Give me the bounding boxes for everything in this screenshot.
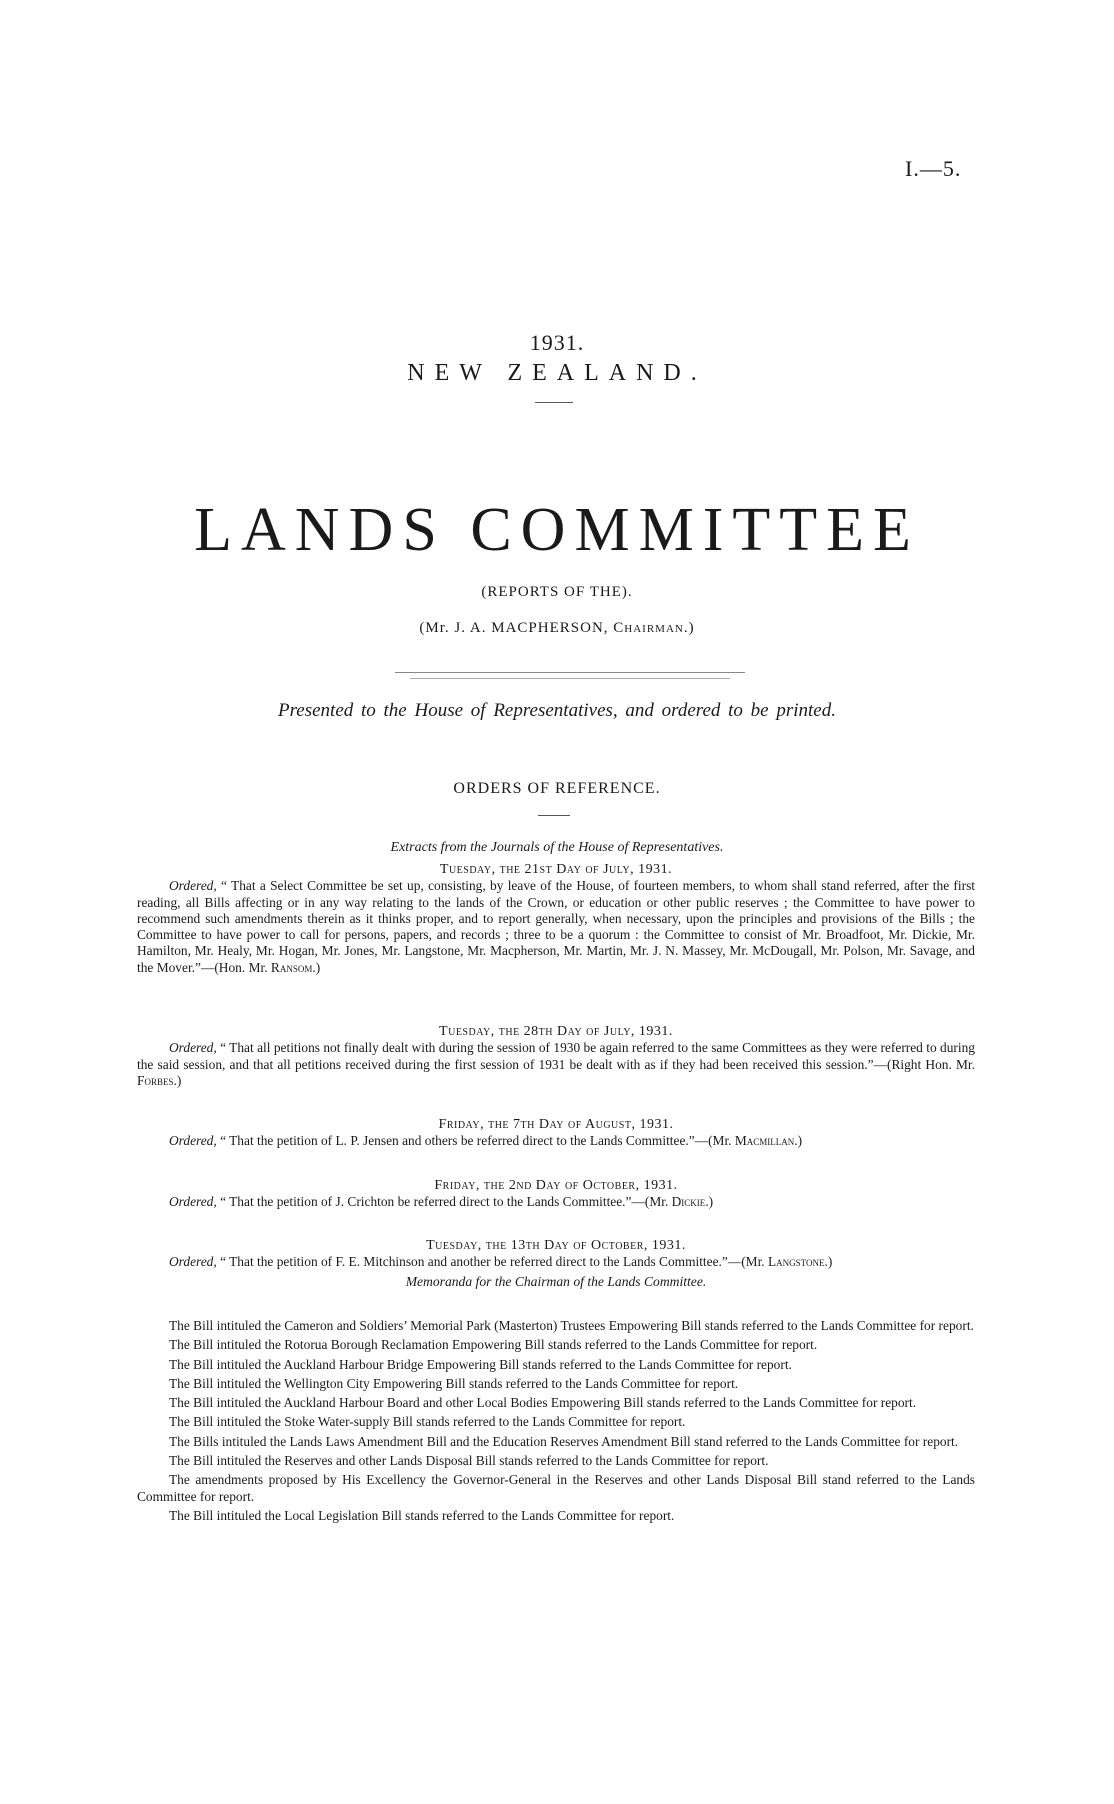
ordered-label: Ordered, xyxy=(169,1133,217,1149)
chairman-name: (Mr. J. A. MACPHERSON, xyxy=(419,620,614,636)
ordered-label: Ordered, xyxy=(169,1194,217,1210)
entry-mover: Dickie xyxy=(671,1194,706,1210)
entry-text: “ That the petition of L. P. Jensen and others be referred direct to the Lands Committee.”—(Mr. xyxy=(216,1133,735,1149)
dotted-divider xyxy=(395,672,745,673)
entry-text: “ That a Select Committee be set up, consisting, by leave of the House, of fourteen members, to whom shall stand referred, after the first reading, all Bills affecting or in any way relating to the lands of the Crown, or education or other public reserves ; the Committee to have power to recommend such amendments therein as it thinks proper, and to report generally, when necessary, upon the principles and provisions of the Bills ; the Committee to have power to call for persons, papers, and records ; three to be a quorum : the Committee to consist of Mr. Broadfoot, Mr. Dickie, Mr. Hamilton, Mr. Healy, Mr. Hogan, Mr. Jones, Mr. Langstone, Mr. Macpherson, Mr. Martin, Mr. J. N. Massey, Mr. McDougall, Mr. Polson, Mr. Savage, and the Mover.”—(Hon. Mr. xyxy=(137,878,975,975)
entry-block-5 xyxy=(137,1238,975,1290)
entry-mover: Forbes xyxy=(137,1072,174,1088)
memoranda-heading: Memoranda for the Chairman of the Lands Committee. xyxy=(405,1273,707,1289)
entry-close: .) xyxy=(312,959,321,975)
memorandum-item: The Bill intituled the Wellington City Empowering Bill stands referred to the Lands Committee for report. xyxy=(169,1375,739,1391)
document-year: 1931. xyxy=(529,330,585,355)
entry-date: Friday, the 2nd Day of October, 1931. xyxy=(434,1178,678,1193)
memorandum-item: The Bill intituled the Reserves and other Lands Disposal Bill stands referred to the Lands Committee for report. xyxy=(169,1453,769,1469)
chairman-close: .) xyxy=(683,620,695,636)
memoranda-list xyxy=(137,1318,975,1524)
memorandum-item: The Bill intituled the Cameron and Soldiers’ Memorial Park (Masterton) Trustees Empowering Bill stands referred to the Lands Committee for report. xyxy=(169,1318,974,1333)
entry-date: Tuesday, the 13th Day of October, 1931. xyxy=(426,1238,686,1253)
entry-paragraph xyxy=(137,878,975,976)
entry-paragraph xyxy=(137,1194,975,1210)
dotted-divider-2 xyxy=(410,678,730,679)
ordered-label: Ordered, xyxy=(169,1254,217,1270)
document-subtitle: (REPORTS OF THE). xyxy=(481,584,633,600)
memorandum-item: The Bill intituled the Stoke Water-supply Bill stands referred to the Lands Committee for report. xyxy=(169,1414,686,1430)
memorandum-item: The Bill intituled the Auckland Harbour Board and other Local Bodies Empowering Bill stands referred to the Lands Committee for report. xyxy=(169,1395,917,1411)
chairman-role: Chairman xyxy=(613,620,684,636)
memorandum-item: The Bill intituled the Rotorua Borough Reclamation Empowering Bill stands referred to the Lands Committee for report. xyxy=(169,1337,818,1353)
ordered-label: Ordered, xyxy=(169,878,217,894)
memorandum-item: The Bills intituled the Lands Laws Amendment Bill and the Education Reserves Amendment Bill stand referred to the Lands Committee for report. xyxy=(169,1433,959,1449)
entry-close: .) xyxy=(824,1254,833,1270)
extracts-heading: Extracts from the Journals of the House of Representatives. xyxy=(390,840,724,855)
memorandum-item: The amendments proposed by His Excellency the Governor-General in the Reserves and other Lands Disposal Bill stand referred to the Lands Committee for report. xyxy=(137,1472,975,1504)
page-reference: I.—5. xyxy=(905,156,962,181)
chairman-line xyxy=(0,620,1114,637)
entry-block-4 xyxy=(137,1178,975,1211)
orders-heading: ORDERS OF REFERENCE. xyxy=(453,780,661,797)
short-divider xyxy=(535,402,573,403)
document-title: LANDS COMMITTEE xyxy=(194,496,920,564)
orders-divider xyxy=(538,815,570,816)
entry-text: “ That the petition of J. Crichton be referred direct to the Lands Committee.”—(Mr. xyxy=(216,1194,672,1210)
entry-date: Tuesday, the 28th Day of July, 1931. xyxy=(439,1024,673,1039)
entry-block-2 xyxy=(137,1024,975,1089)
entry-mover: Macmillan xyxy=(734,1133,795,1149)
entry-mover: Ransom xyxy=(270,959,313,975)
memorandum-item: The Bill intituled the Auckland Harbour Bridge Empowering Bill stands referred to the Lands Committee for report. xyxy=(169,1356,792,1372)
entry-close: .) xyxy=(794,1133,803,1149)
entry-date: Tuesday, the 21st Day of July, 1931. xyxy=(439,862,673,877)
entry-close: .) xyxy=(705,1194,714,1210)
entry-text: “ That the petition of F. E. Mitchinson and another be referred direct to the Lands Committee.”—(Mr. xyxy=(216,1254,768,1270)
entry-block-3 xyxy=(137,1117,975,1150)
entry-date: Friday, the 7th Day of August, 1931. xyxy=(438,1117,674,1132)
entry-close: .) xyxy=(173,1072,182,1088)
country-heading: NEW ZEALAND. xyxy=(407,360,707,386)
entry-text: “ That all petitions not finally dealt with during the session of 1930 be again referred to the same Committees as they were referred to during the said session, and that all petitions received during the first session of 1931 be dealt with as if they had been received this session.”—(Right Hon. Mr. xyxy=(137,1040,975,1072)
entry-paragraph xyxy=(137,1254,975,1270)
ordered-label: Ordered, xyxy=(169,1040,217,1056)
entry-block-1 xyxy=(137,862,975,976)
entry-paragraph xyxy=(137,1133,975,1149)
entry-mover: Langstone xyxy=(768,1254,825,1270)
entry-paragraph xyxy=(137,1040,975,1089)
memorandum-item: The Bill intituled the Local Legislation Bill stands referred to the Lands Committee for report. xyxy=(169,1507,675,1523)
presented-line: Presented to the House of Representatives, and ordered to be printed. xyxy=(277,700,836,721)
